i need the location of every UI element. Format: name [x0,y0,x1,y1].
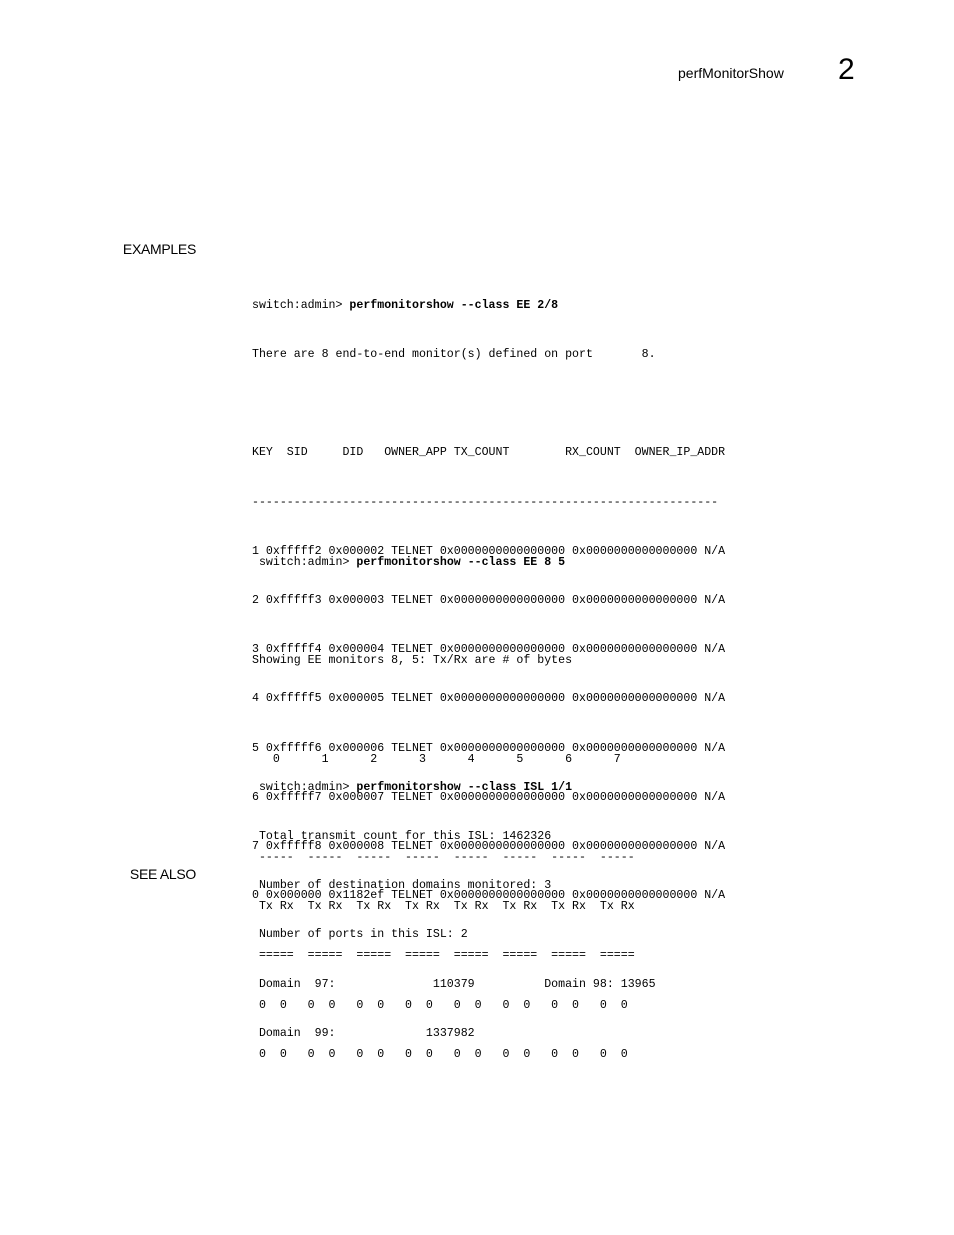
output-line: There are 8 end-to-end monitor(s) defined on port 8. [252,348,656,362]
table-row: 3 0xfffff4 0x000004 TELNET 0x0000000000000000 0x0000000000000000 N/A [252,643,726,657]
table-row: 1 0xfffff2 0x000002 TELNET 0x0000000000000000 0x0000000000000000 N/A [252,544,726,558]
output-line: Number of destination domains monitored: 3 [252,879,552,893]
output-line: Number of ports in this ISL: 2 [252,928,468,942]
command-text: perfmonitorshow --class ISL 1/1 [356,780,573,794]
command-prompt: switch:admin> [252,298,350,312]
examples-heading: EXAMPLES [122,241,196,257]
table-row: 7 0xfffff8 0x000008 TELNET 0x0000000000000000 0x0000000000000000 N/A [252,840,726,854]
command-line [252,555,635,571]
table-header-line: KEY SID DID OWNER_APP TX_COUNT RX_COUNT OWNER_IP_ADDR [252,446,726,460]
output-line: Domain 97: 110379 Domain 98: 13965 [252,977,656,991]
table-row: 0 0 0 0 0 0 0 0 0 0 0 0 0 0 0 0 [252,998,628,1012]
output-line [252,702,635,718]
table-separator-line: ----- ----- ----- ----- ----- ----- ----- ----- [252,851,635,865]
see-also-heading: SEE ALSO [129,866,196,882]
table-separator-line: ------------------------------------------------------------------- [252,495,719,509]
output-line: Total transmit count for this ISL: 1462326 [252,830,552,844]
table-header-line: Tx Rx Tx Rx Tx Rx Tx Rx Tx Rx Tx Rx Tx Rx Tx Rx [252,900,635,914]
output-line [252,604,635,620]
command-line [252,780,656,796]
command-prompt: switch:admin> [252,555,357,569]
command-text: perfmonitorshow --class EE 2/8 [349,298,559,312]
table-row: 4 0xfffff5 0x000005 TELNET 0x0000000000000000 0x0000000000000000 N/A [252,692,726,706]
output-line [252,396,725,412]
command-text: perfmonitorshow --class EE 8 5 [356,555,566,569]
table-row: 0 0 0 0 0 0 0 0 0 0 0 0 0 0 0 0 [252,1047,628,1061]
table-row: 6 0xfffff7 0x000007 TELNET 0x0000000000000000 0x0000000000000000 N/A [252,790,726,804]
chapter-number: 2 [838,53,855,86]
table-row: 0 0x000000 0x1182ef TELNET 0x0000000000000000 0x0000000000000000 N/A [252,889,726,903]
table-row: 2 0xfffff3 0x000003 TELNET 0x0000000000000000 0x0000000000000000 N/A [252,594,726,608]
column-index-line: 0 1 2 3 4 5 6 7 [252,752,621,766]
command-prompt: switch:admin> [252,780,357,794]
output-line: Showing EE monitors 8, 5: Tx/Rx are # of bytes [252,654,573,668]
table-row: 5 0xfffff6 0x000006 TELNET 0x0000000000000000 0x0000000000000000 N/A [252,741,726,755]
example-isl-block [252,747,656,1059]
command-line [252,298,725,314]
output-line: Domain 99: 1337982 [252,1026,475,1040]
table-separator-line: ===== ===== ===== ===== ===== ===== ===== ===== [252,949,635,963]
page-header-title: perfMonitorShow [678,65,784,81]
